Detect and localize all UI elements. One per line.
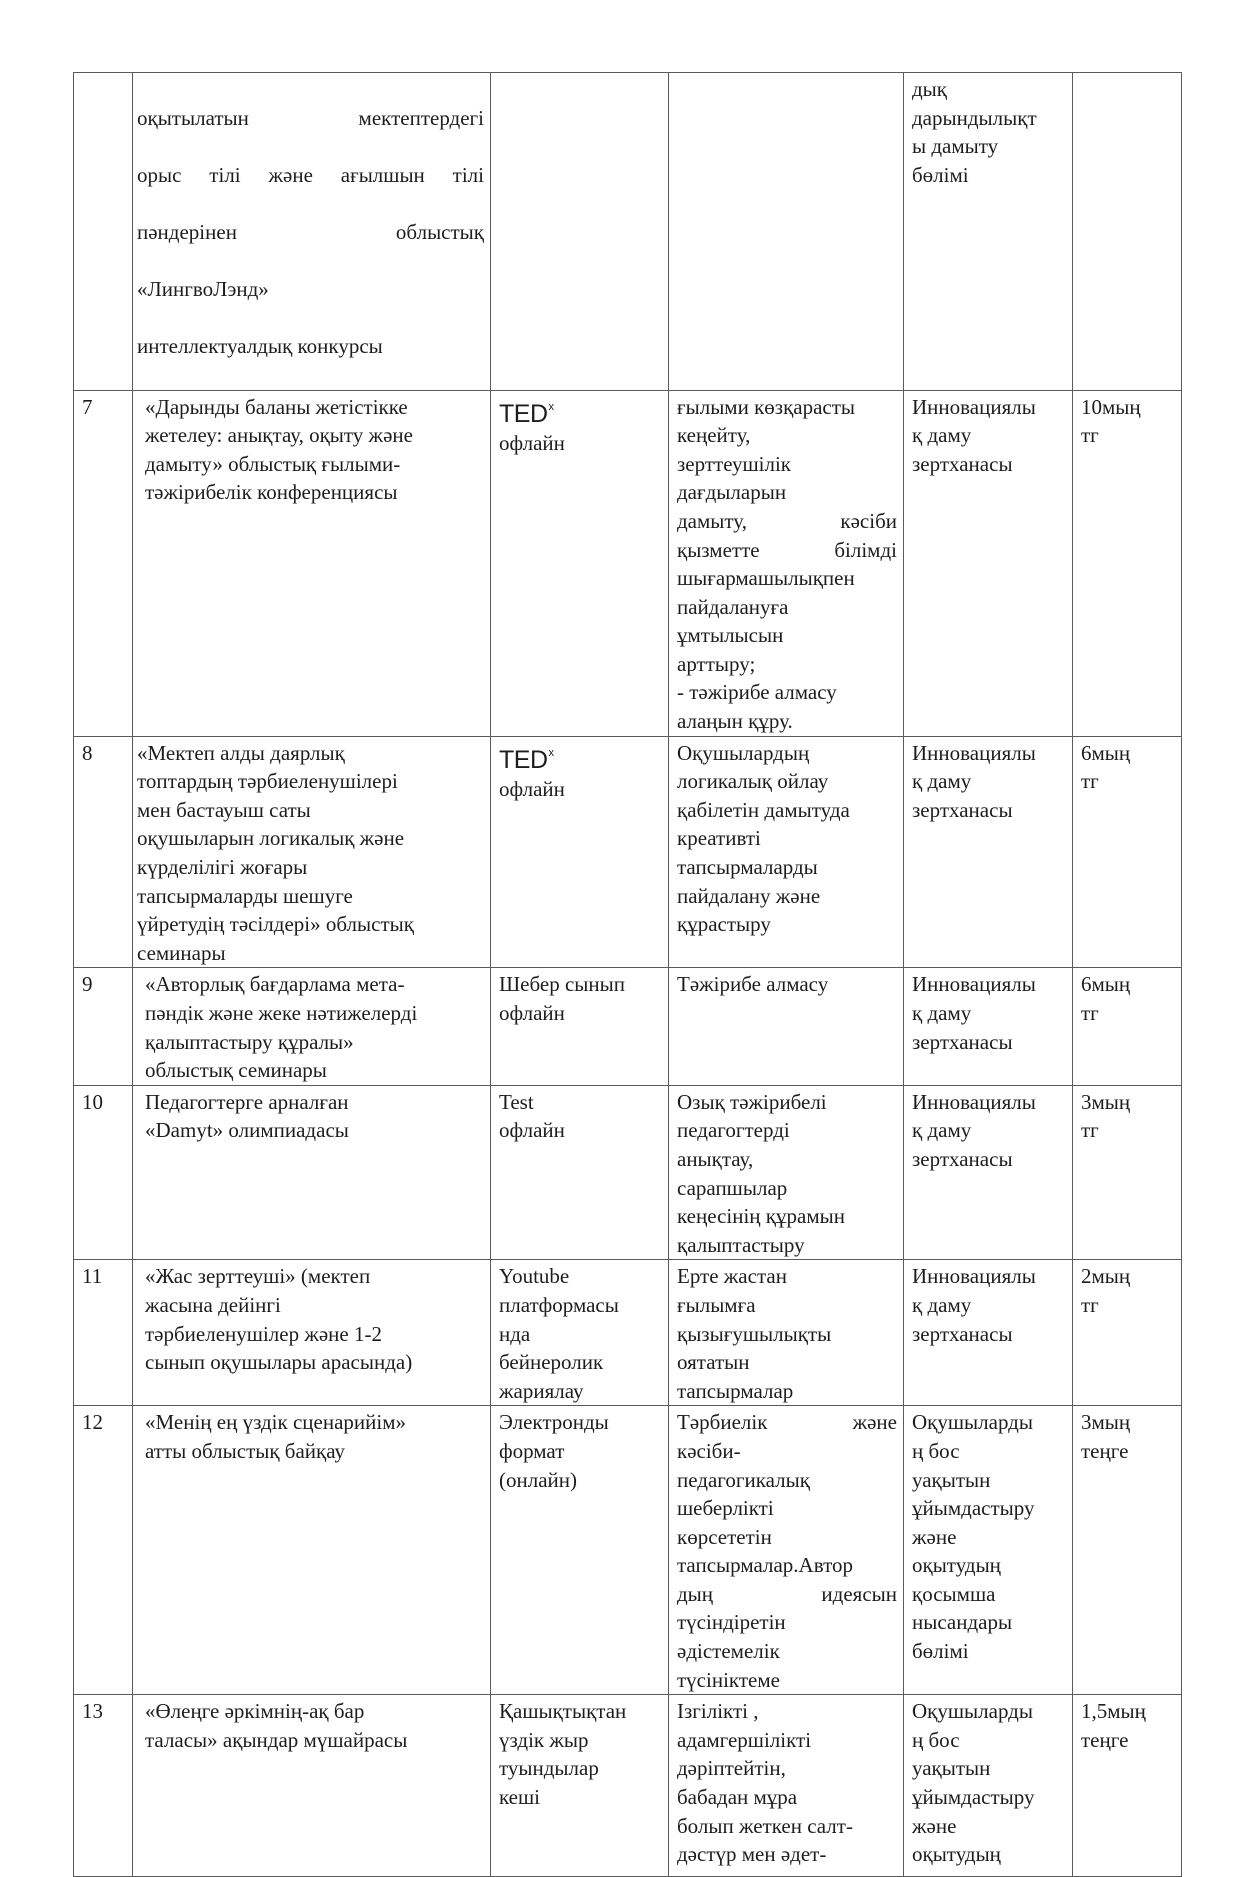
event-goal-line: кәсіби- — [677, 1438, 741, 1463]
event-goal-line: пайдалануға — [677, 594, 789, 619]
row-number: 13 — [74, 1695, 133, 1877]
event-goal-line: зерттеушілік — [677, 451, 792, 476]
table-row — [74, 1085, 1182, 1260]
event-goal-line: дағдыларын — [677, 480, 787, 505]
responsible-unit: Оқушыларды ң бос уақытын ұйымдастыру және оқытудың қосымша нысандары бөлімі — [904, 1406, 1073, 1695]
event-goal-line: көрсететін — [677, 1524, 772, 1549]
event-name: «Жас зерттеуші» (мектеп жасына дейінгі тәрбиеленушілер және 1-2 сынып оқушылары арасында) — [133, 1260, 491, 1406]
event-form — [491, 736, 669, 968]
row-number: 11 — [74, 1260, 133, 1406]
event-goal: Оқушылардың логикалық ойлау қабілетін дамытуда креативті тапсырмаларды пайдалану және құрастыру — [669, 736, 904, 968]
event-form: Youtube платформасы нда бейнеролик жариялау — [491, 1260, 669, 1406]
event-form: Test офлайн — [491, 1085, 669, 1260]
table-row — [74, 736, 1182, 968]
event-form-text: офлайн — [499, 777, 565, 802]
table-row — [74, 1406, 1182, 1695]
event-form: Электронды формат (онлайн) — [491, 1406, 669, 1695]
tedx-brand-sup: x — [548, 746, 554, 759]
event-goal-line: дың идеясын — [677, 1581, 897, 1606]
event-form — [491, 73, 669, 391]
row-number: 9 — [74, 968, 133, 1085]
responsible-unit: Инновациялы қ даму зертханасы — [904, 1085, 1073, 1260]
event-cost: 1,5мың теңге — [1073, 1695, 1182, 1877]
event-goal-line: дамыту, кәсіби — [677, 508, 897, 533]
event-goal — [669, 73, 904, 391]
tedx-brand-text: TED — [499, 399, 548, 428]
event-cost: 3мың тг — [1073, 1085, 1182, 1260]
event-goal-line: алаңын құру. — [677, 709, 793, 734]
event-name: «Өлеңге әркімнің-ақ бар таласы» ақындар мүшайрасы — [133, 1695, 491, 1877]
row-number: 7 — [74, 390, 133, 736]
event-goal — [669, 390, 904, 736]
event-cost: 2мың тг — [1073, 1260, 1182, 1406]
event-goal-line: әдістемелік — [677, 1639, 780, 1664]
event-name: «Дарынды баланы жетістікке жетелеу: анықтау, оқыту және дамыту» облыстық ғылыми- тәжірибелік конференциясы — [133, 390, 491, 736]
event-goal: Тәжірибе алмасу — [669, 968, 904, 1085]
event-name-line: оқытылатын мектептердегі — [137, 105, 484, 130]
event-goal-line: шығармашылықпен — [677, 566, 855, 591]
row-number: 10 — [74, 1085, 133, 1260]
event-name-line: орыс тілі және ағылшын тілі — [137, 162, 484, 187]
event-name-line: интеллектуалдық конкурсы — [137, 334, 383, 359]
event-goal-line: педагогикалық — [677, 1467, 810, 1492]
table-row — [74, 390, 1182, 736]
event-goal: Ерте жастан ғылымға қызығушылықты оятатын тапсырмалар — [669, 1260, 904, 1406]
event-cost — [1073, 73, 1182, 391]
event-cost: 3мың теңге — [1073, 1406, 1182, 1695]
event-name — [133, 73, 491, 391]
event-goal-line: кеңейту, — [677, 423, 751, 448]
event-cost: 6мың тг — [1073, 736, 1182, 968]
event-goal-line: қызметте білімді — [677, 537, 897, 562]
event-goal-line: түсініктеме — [677, 1667, 780, 1692]
event-goal-line: шеберлікті — [677, 1496, 774, 1521]
event-form-text: офлайн — [499, 431, 565, 456]
row-number: 8 — [74, 736, 133, 968]
tedx-brand-sup: x — [548, 400, 554, 413]
table-row — [74, 1695, 1182, 1877]
event-cost: 6мың тг — [1073, 968, 1182, 1085]
event-goal-line: ұмтылысын — [677, 623, 784, 648]
responsible-unit: дық дарындылықт ы дамыту бөлімі — [904, 73, 1073, 391]
event-goal-line: арттыру; — [677, 651, 756, 676]
table-row — [74, 968, 1182, 1085]
event-name-line: «ЛингвоЛэнд» — [137, 277, 269, 302]
event-form: Қашықтықтан үздік жыр туындылар кеші — [491, 1695, 669, 1877]
responsible-unit: Оқушыларды ң бос уақытын ұйымдастыру және оқытудың — [904, 1695, 1073, 1877]
responsible-unit: Инновациялы қ даму зертханасы — [904, 968, 1073, 1085]
tedx-logo-icon — [499, 393, 554, 428]
responsible-unit: Инновациялы қ даму зертханасы — [904, 736, 1073, 968]
event-goal-line: түсіндіретін — [677, 1610, 786, 1635]
tedx-brand-text: TED — [499, 745, 548, 774]
event-goal: Озық тәжірибелі педагогтерді анықтау, сарапшылар кеңесінің құрамын қалыптастыру — [669, 1085, 904, 1260]
event-name: «Менің ең үздік сценарийім» атты облыстық байқау — [133, 1406, 491, 1695]
row-number: 12 — [74, 1406, 133, 1695]
tedx-logo-icon — [499, 739, 554, 774]
event-form — [491, 390, 669, 736]
row-number — [74, 73, 133, 391]
event-name: «Мектеп алды даярлық топтардың тәрбиеленушілері мен бастауыш саты оқушыларын логикалық және күрделілігі жоғары тапсырмаларды шешуге үйретудің тәсілдері» облыстық семинары — [133, 736, 491, 968]
event-goal-line: - тәжірибе алмасу — [677, 680, 837, 705]
event-goal-line: тапсырмалар.Автор — [677, 1553, 853, 1578]
event-goal — [669, 1406, 904, 1695]
event-goal-line: Тәрбиелік және — [677, 1410, 897, 1435]
event-goal-line: ғылыми көзқарасты — [677, 394, 856, 419]
event-form: Шебер сынып офлайн — [491, 968, 669, 1085]
event-name-line: пәндерінен облыстық — [137, 219, 484, 244]
responsible-unit: Инновациялы қ даму зертханасы — [904, 390, 1073, 736]
event-cost: 10мың тг — [1073, 390, 1182, 736]
event-goal: Ізгілікті , адамгершілікті дәріптейтін, бабадан мұра болып жеткен салт- дәстүр мен әдет- — [669, 1695, 904, 1877]
event-name: «Авторлық бағдарлама мета- пәндік және жеке нәтижелерді қалыптастыру құралы» облыстық семинары — [133, 968, 491, 1085]
table-row — [74, 73, 1182, 391]
table-row — [74, 1260, 1182, 1406]
event-name: Педагогтерге арналған «Damyt» олимпиадасы — [133, 1085, 491, 1260]
responsible-unit: Инновациялы қ даму зертханасы — [904, 1260, 1073, 1406]
events-table — [73, 72, 1182, 1877]
